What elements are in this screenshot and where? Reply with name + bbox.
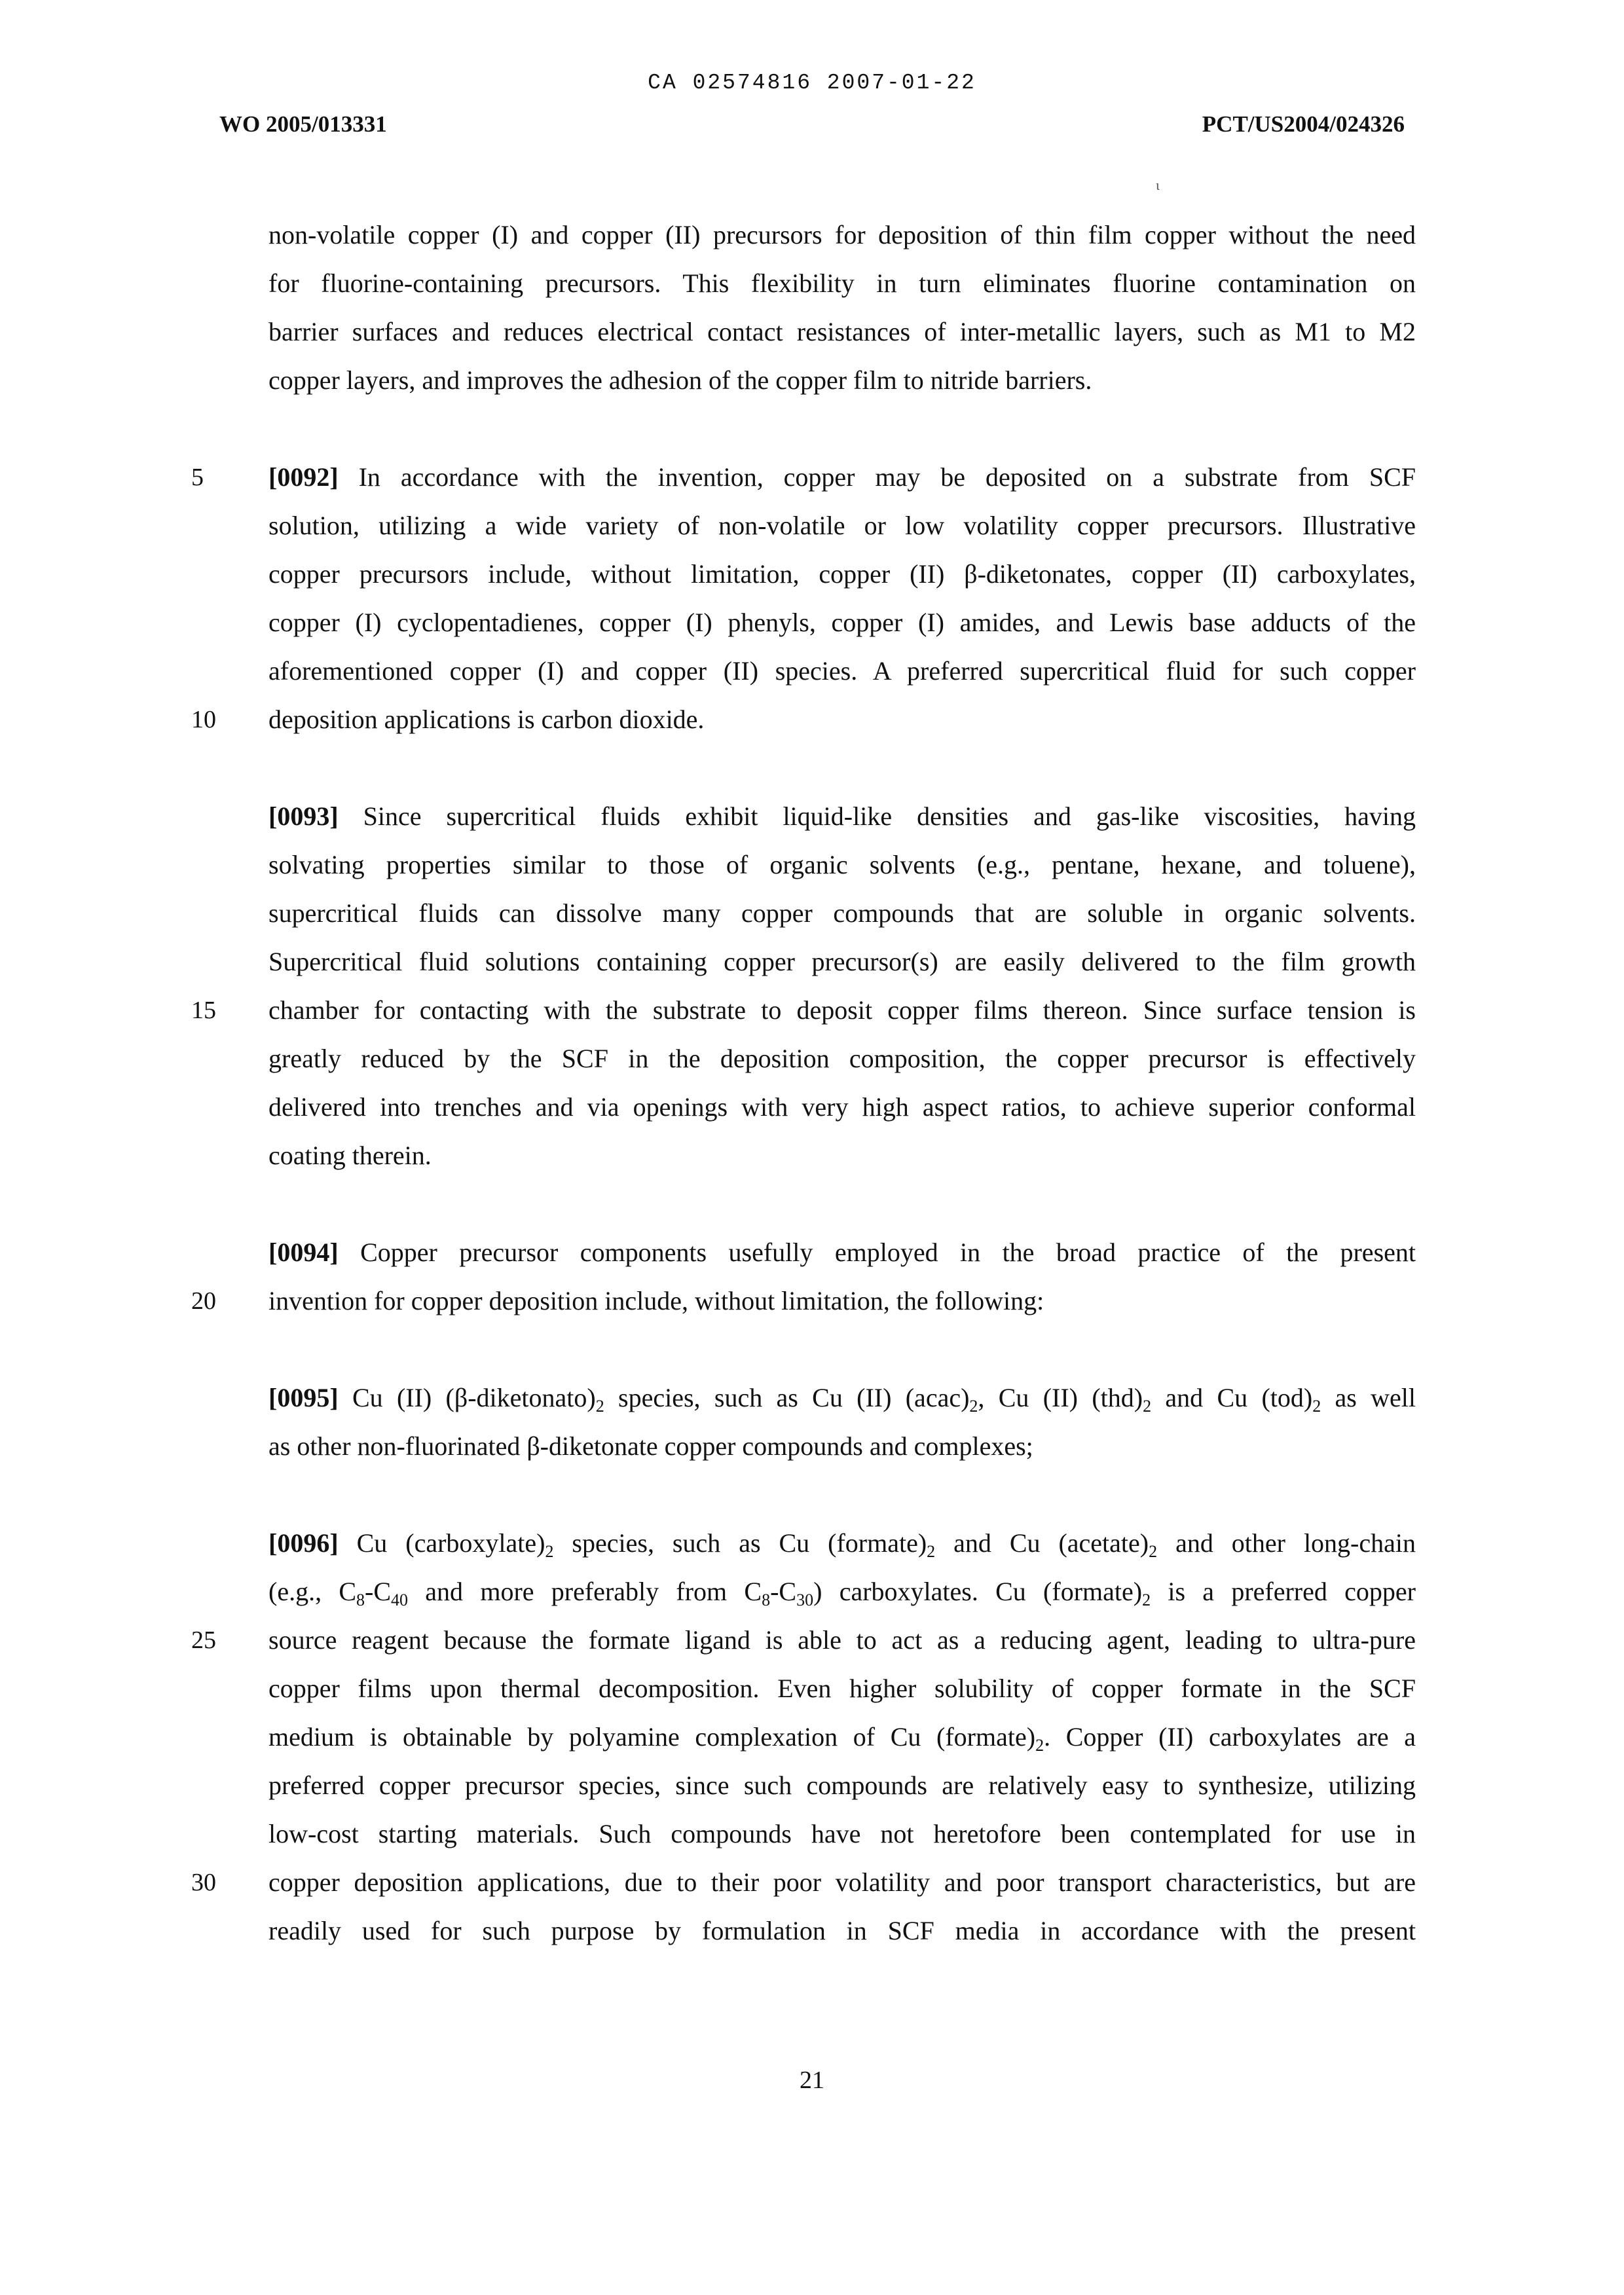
text-line xyxy=(268,1374,1416,1422)
text-line xyxy=(191,453,1416,502)
document-body xyxy=(191,211,1416,1955)
text-line xyxy=(191,986,1416,1035)
text-line xyxy=(268,308,1416,356)
line-text: barrier surfaces and reduces electrical contact resistances of inter-metallic layers, such as M1 to M2 xyxy=(268,317,1416,346)
text-line xyxy=(268,841,1416,889)
text-line xyxy=(268,1228,1416,1277)
line-text: copper deposition applications, due to their poor volatility and poor transport characteristics, but are xyxy=(268,1867,1416,1897)
line-text: solvating properties similar to those of organic solvents (e.g., pentane, hexane, and toluene), xyxy=(268,850,1416,879)
line-text: source reagent because the formate ligand is able to act as a reducing agent, leading to ultra-pure xyxy=(268,1625,1416,1655)
line-text: low-cost starting materials. Such compounds have not heretofore been contemplated for use in xyxy=(268,1819,1416,1848)
paragraph-number: [0093] xyxy=(268,801,339,831)
line-text: copper (I) cyclopentadienes, copper (I) phenyls, copper (I) amides, and Lewis base adducts of the xyxy=(268,608,1416,637)
paragraph-number: [0096] xyxy=(268,1528,339,1558)
line-text: Cu (carboxylate) xyxy=(356,1528,545,1558)
line-text: Cu (II) (β-diketonato) xyxy=(352,1383,596,1412)
text-line xyxy=(268,550,1416,598)
text-line xyxy=(268,1761,1416,1810)
text-line xyxy=(268,598,1416,647)
ca-document-number: CA 02574816 2007-01-22 xyxy=(648,71,976,95)
line-text: invention for copper deposition include, without limitation, the following: xyxy=(268,1286,1044,1315)
line-text: as well xyxy=(1321,1383,1416,1412)
line-text: -C xyxy=(770,1577,797,1606)
text-line xyxy=(268,647,1416,695)
scan-mark: ι xyxy=(1156,177,1160,193)
line-text: and Cu (tod) xyxy=(1151,1383,1313,1412)
line-text: chamber for contacting with the substrate to deposit copper films thereon. Since surface tension is xyxy=(268,995,1416,1025)
text-line xyxy=(268,1519,1416,1568)
line-text: and other long-chain xyxy=(1157,1528,1416,1558)
paragraph-number: [0092] xyxy=(268,462,339,492)
line-text: . Copper (II) carboxylates are a xyxy=(1044,1722,1416,1752)
text-line xyxy=(191,1616,1416,1664)
subscript: 8 xyxy=(762,1590,771,1609)
line-text: copper precursors include, without limitation, copper (II) β-diketonates, copper (II) carboxylates, xyxy=(268,559,1416,589)
line-text: ) carboxylates. Cu (formate) xyxy=(813,1577,1143,1606)
line-text: readily used for such purpose by formulation in SCF media in accordance with the present xyxy=(268,1916,1416,1945)
subscript: 8 xyxy=(356,1590,365,1609)
text-line xyxy=(268,356,1416,405)
line-text: aforementioned copper (I) and copper (II) species. A preferred supercritical fluid for such copper xyxy=(268,656,1416,686)
line-number: 15 xyxy=(191,997,216,1024)
line-text: Supercritical fluid solutions containing copper precursor(s) are easily delivered to the film growth xyxy=(268,947,1416,976)
subscript: 2 xyxy=(1143,1397,1152,1416)
text-line xyxy=(268,1713,1416,1761)
text-line xyxy=(191,1858,1416,1907)
subscript: 2 xyxy=(927,1542,936,1561)
line-text: for fluorine-containing precursors. This flexibility in turn eliminates fluorine contamination on xyxy=(268,268,1416,298)
paragraph-number: [0095] xyxy=(268,1383,339,1412)
text-line xyxy=(268,1568,1416,1616)
line-number: 25 xyxy=(191,1626,216,1654)
line-number: 10 xyxy=(191,706,216,733)
text-line xyxy=(268,1907,1416,1955)
text-line xyxy=(268,1810,1416,1858)
text-line xyxy=(268,1131,1416,1180)
line-text: medium is obtainable by polyamine complexation of Cu (formate) xyxy=(268,1722,1036,1752)
subscript: 2 xyxy=(545,1542,554,1561)
line-text: Copper precursor components usefully employed in the broad practice of the present xyxy=(360,1238,1416,1267)
line-text: supercritical fluids can dissolve many copper compounds that are soluble in organic solvents. xyxy=(268,898,1416,928)
text-line xyxy=(268,1083,1416,1131)
line-text: species, such as Cu (formate) xyxy=(553,1528,927,1558)
text-line xyxy=(268,1035,1416,1083)
text-line xyxy=(191,1277,1416,1325)
line-text: Since supercritical fluids exhibit liquid-like densities and gas-like viscosities, having xyxy=(363,801,1416,831)
text-line xyxy=(268,938,1416,986)
line-text: solution, utilizing a wide variety of non-volatile or low volatility copper precursors. Illustrative xyxy=(268,511,1416,540)
line-number: 5 xyxy=(191,464,204,491)
subscript: 2 xyxy=(1035,1736,1044,1755)
line-text: and more preferably from C xyxy=(408,1577,762,1606)
subscript: 2 xyxy=(1142,1590,1151,1609)
line-text: preferred copper precursor species, since such compounds are relatively easy to synthesize, utilizing xyxy=(268,1771,1416,1800)
line-text: as other non-fluorinated β-diketonate copper compounds and complexes; xyxy=(268,1431,1033,1461)
pct-application-number: PCT/US2004/024326 xyxy=(1202,111,1405,137)
line-text: species, such as Cu (II) (acac) xyxy=(604,1383,970,1412)
line-text: is a preferred copper xyxy=(1151,1577,1416,1606)
text-line xyxy=(268,259,1416,308)
paragraph-number: [0094] xyxy=(268,1238,339,1267)
subscript: 30 xyxy=(796,1590,814,1609)
line-number: 30 xyxy=(191,1869,216,1896)
text-line xyxy=(268,1422,1416,1471)
subscript: 2 xyxy=(1149,1542,1158,1561)
text-line xyxy=(268,889,1416,938)
line-text: deposition applications is carbon dioxide. xyxy=(268,705,705,734)
line-number: 20 xyxy=(191,1287,216,1315)
text-line xyxy=(191,695,1416,744)
subscript: 40 xyxy=(391,1590,409,1609)
text-line xyxy=(268,502,1416,550)
line-text: (e.g., C xyxy=(268,1577,357,1606)
page-number: 21 xyxy=(800,2066,824,2094)
line-text: delivered into trenches and via openings with very high aspect ratios, to achieve superior conformal xyxy=(268,1092,1416,1122)
line-text: copper layers, and improves the adhesion of the copper film to nitride barriers. xyxy=(268,365,1092,395)
line-text: copper films upon thermal decomposition. Even higher solubility of copper formate in the SCF xyxy=(268,1674,1416,1703)
line-text: greatly reduced by the SCF in the deposition composition, the copper precursor is effectively xyxy=(268,1044,1416,1073)
text-line xyxy=(268,792,1416,841)
line-text: non-volatile copper (I) and copper (II) precursors for deposition of thin film copper without the need xyxy=(268,220,1416,249)
line-text: In accordance with the invention, copper may be deposited on a substrate from SCF xyxy=(358,462,1416,492)
line-text: -C xyxy=(365,1577,392,1606)
text-line xyxy=(268,211,1416,259)
wo-publication-number: WO 2005/013331 xyxy=(219,111,387,137)
text-line xyxy=(268,1664,1416,1713)
subscript: 2 xyxy=(969,1397,978,1416)
line-text: and Cu (acetate) xyxy=(935,1528,1149,1558)
line-text: , Cu (II) (thd) xyxy=(978,1383,1143,1412)
subscript: 2 xyxy=(595,1397,604,1416)
subscript: 2 xyxy=(1312,1397,1321,1416)
line-text: coating therein. xyxy=(268,1141,432,1170)
